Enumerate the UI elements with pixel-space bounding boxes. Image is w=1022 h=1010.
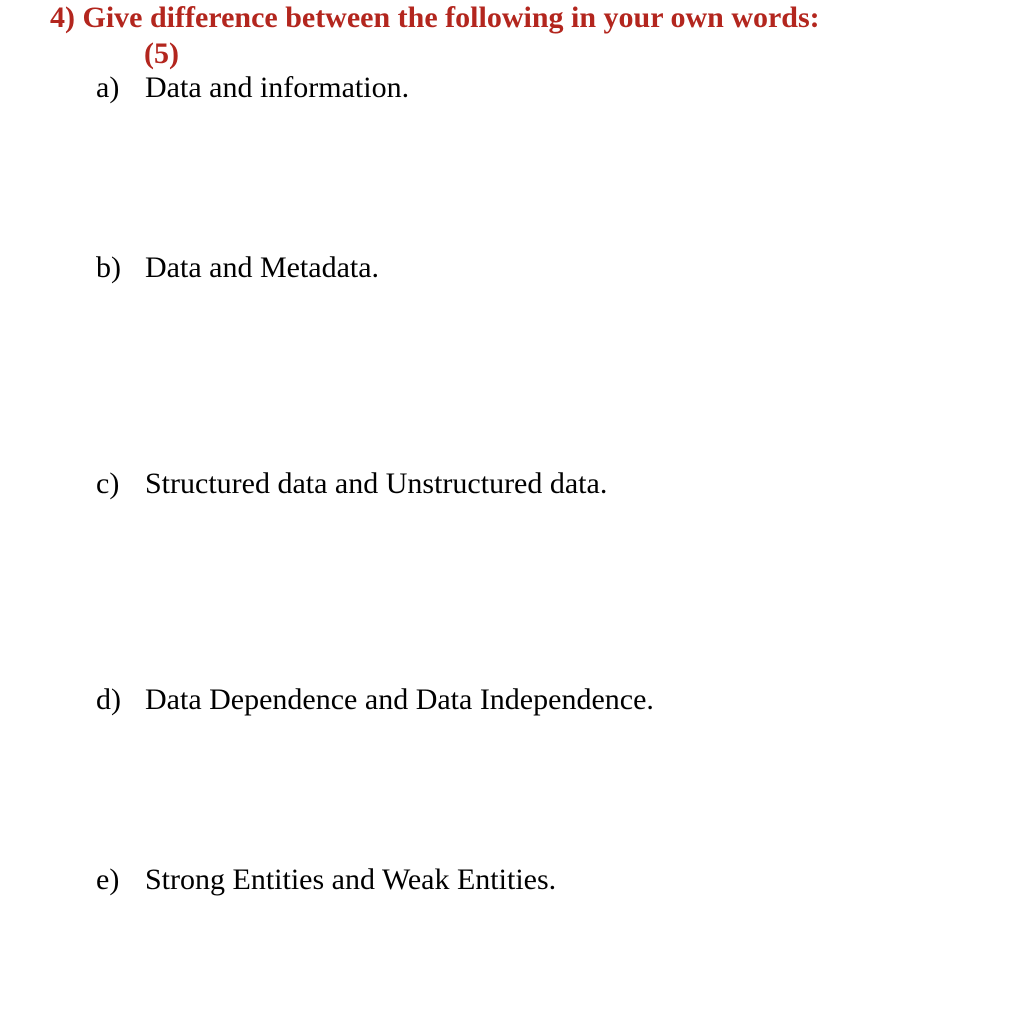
item-marker: c) [96,467,120,500]
list-item-b [96,250,379,286]
item-text: Data and information. [145,71,410,104]
item-text: Strong Entities and Weak Entities. [145,863,557,896]
list-item-c [96,466,607,502]
question-title: 4) Give difference between the following in your own words: [50,1,820,34]
item-marker: b) [96,251,121,284]
list-item-a [96,70,409,106]
list-item-e [96,862,556,898]
item-marker: d) [96,683,121,716]
item-marker: e) [96,863,120,896]
question-heading [50,0,820,72]
item-text: Structured data and Unstructured data. [145,467,608,500]
list-item-d [96,682,654,718]
item-text: Data Dependence and Data Independence. [145,683,654,716]
item-text: Data and Metadata. [145,251,380,284]
question-marks: (5) [144,37,179,70]
item-marker: a) [96,71,120,104]
